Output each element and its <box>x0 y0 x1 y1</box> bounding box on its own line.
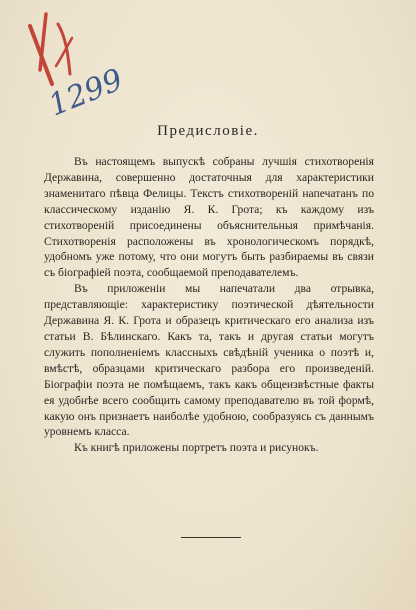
page-title: Предисловіе. <box>157 123 259 139</box>
shelfmark-drawing <box>10 4 160 124</box>
closing-rule <box>181 537 241 538</box>
paragraph-1: Въ настоящемъ выпускѣ собраны лучшія стихотворенія Державина, совершенно достаточныя для характеристики знаменитаго пѣвца Фелицы. Текстъ стихотвореній напечатанъ по классическому изданію Я. К. Грота; къ каждому изъ стихотвореній присоединены объяснительныя примѣчанія. Стихотворенія расположены въ хронологическомъ порядкѣ, удобномъ уже потому, что они могутъ быть разбираемы въ связи съ біографіей поэта, сообщаемой преподавателемъ. <box>44 155 374 280</box>
preface-body <box>44 154 374 456</box>
paragraph-3: Къ книгѣ приложены портретъ поэта и рисунокъ. <box>74 441 319 455</box>
marginal-number: 1299 <box>43 62 128 124</box>
paragraph-2: Въ приложеніи мы напечатали два отрывка, представляющіе: характеристику поэтической дѣятельности Державина Я. К. Грота и образецъ критическаго его анализа изъ статьи В. Бѣлинскаго. Какъ та, такъ и другая статьи могутъ служить пополненіемъ классныхъ свѣдѣній ученика о поэтѣ и, вмѣстѣ, образцами критическаго разбора его произведеній. Біографіи поэта не помѣщаемъ, такъ какъ общеизвѣстные факты ея удобнѣе всего сообщить самому преподавателю въ той формѣ, какую онъ признаетъ наиболѣе удобною, сообразуясь съ даннымъ уровнемъ класса. <box>44 282 374 439</box>
library-pencil-marks <box>10 4 160 124</box>
